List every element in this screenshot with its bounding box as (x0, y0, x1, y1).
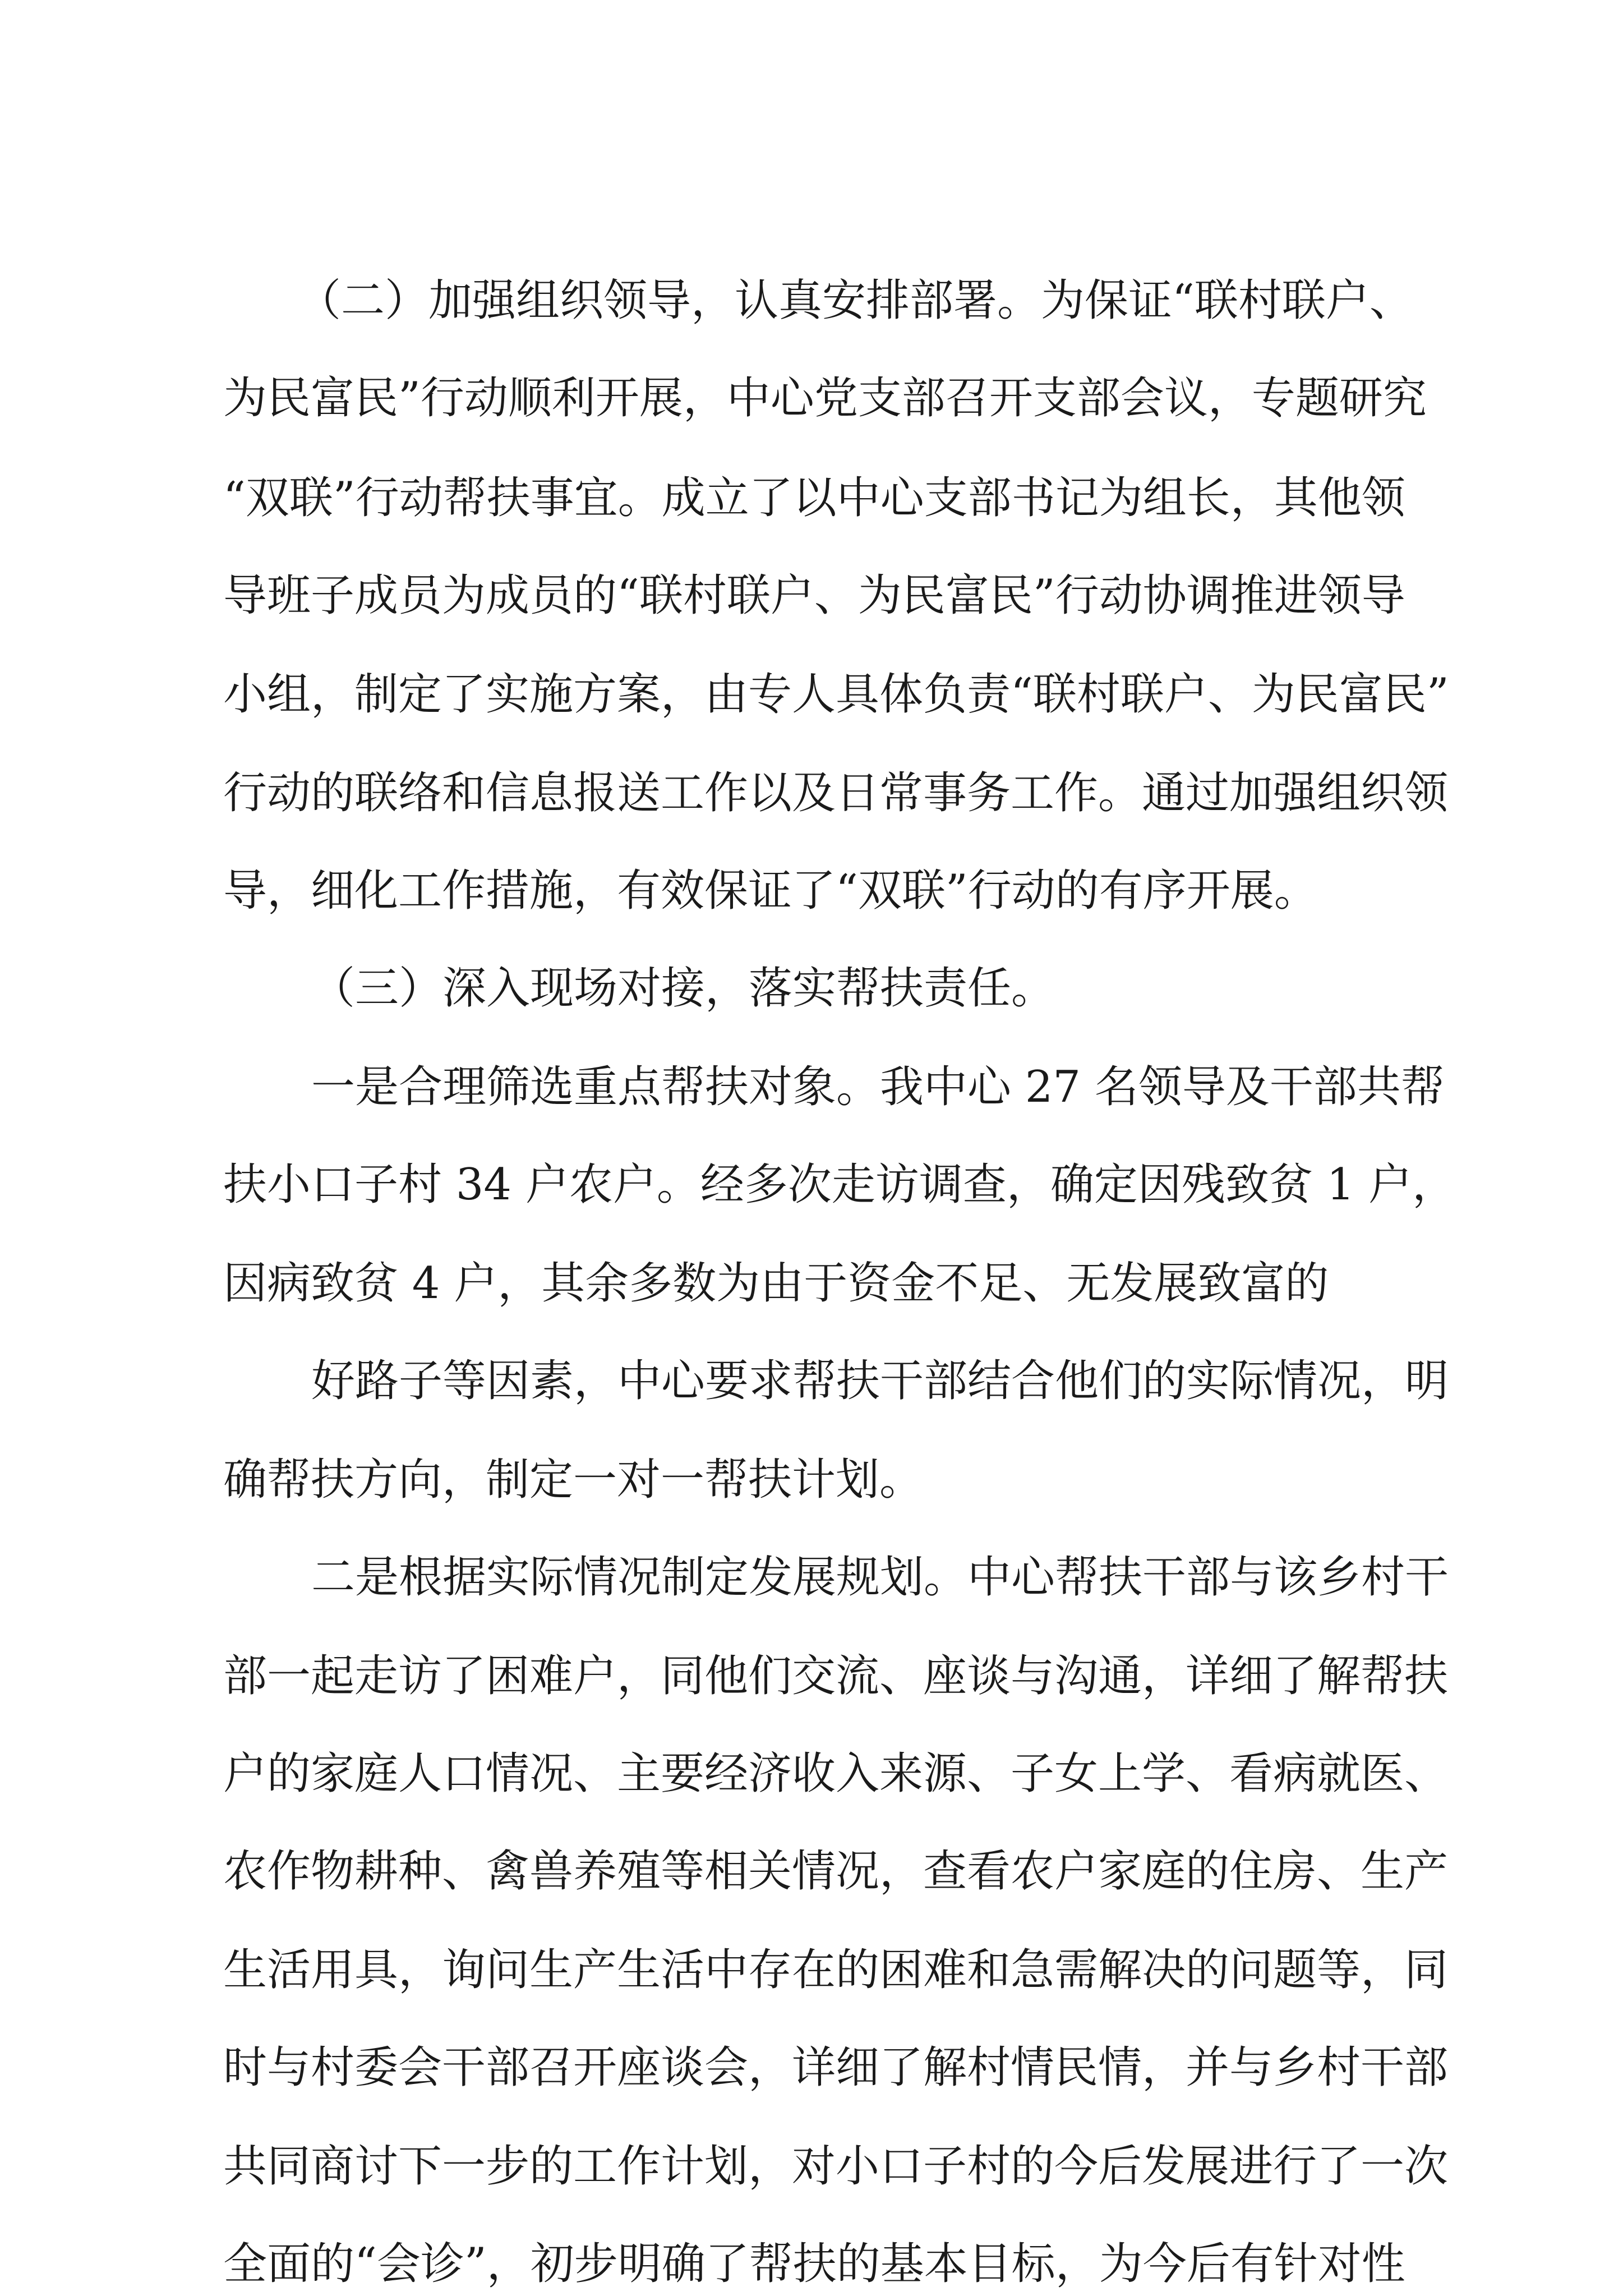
text-line: （三）深入现场对接，落实帮扶责任。 (311, 963, 1055, 1014)
text-line: 户的家庭人口情况、主要经济收入来源、子女上学、看病就医、 (223, 1749, 1449, 1799)
text-line: 部一起走访了困难户，同他们交流、座谈与沟通，详细了解帮扶 (223, 1651, 1449, 1701)
text-line: “双联”行动帮扶事宜。成立了以中心支部书记为组长，其他领 (223, 473, 1405, 523)
text-line: 二是根据实际情况制定发展规划。中心帮扶干部与该乡村干 (311, 1552, 1449, 1603)
text-line: 生活用具，询问生产生活中存在的困难和急需解决的问题等，同 (223, 1945, 1449, 1995)
text-line: 因病致贫 4 户，其余多数为由于资金不足、无发展致富的 (223, 1258, 1329, 1309)
text-line: 导，细化工作措施，有效保证了“双联”行动的有序开展。 (223, 866, 1318, 916)
text-line: 时与村委会干部召开座谈会，详细了解村情民情，并与乡村干部 (223, 2042, 1449, 2093)
text-line: 导班子成员为成员的“联村联户、为民富民”行动协调推进领导 (223, 570, 1405, 621)
text-line: 扶小口子村 34 户农户。经多次走访调查，确定因残致贫 1 户， (223, 1159, 1456, 1210)
text-line: 好路子等因素，中心要求帮扶干部结合他们的实际情况，明 (311, 1356, 1449, 1406)
text-line: 一是合理筛选重点帮扶对象。我中心 27 名领导及干部共帮 (311, 1062, 1445, 1112)
text-line: 行动的联络和信息报送工作以及日常事务工作。通过加强组织领 (223, 768, 1449, 818)
text-line: 小组，制定了实施方案，由专人具体负责“联村联户、为民富民” (223, 669, 1449, 720)
text-line: 为民富民”行动顺利开展，中心党支部召开支部会议，专题研究 (223, 373, 1427, 424)
text-line: 确帮扶方向，制定一对一帮扶计划。 (223, 1455, 924, 1505)
text-line: 共同商讨下一步的工作计划，对小口子村的今后发展进行了一次 (223, 2141, 1449, 2192)
text-line: 全面的“会诊”，初步明确了帮扶的基本目标，为今后有针对性 (223, 2239, 1405, 2289)
text-line: （二）加强组织领导，认真安排部署。为保证“联村联户、 (297, 275, 1413, 326)
text-line: 农作物耕种、禽兽养殖等相关情况，查看农户家庭的住房、生产 (223, 1846, 1449, 1897)
